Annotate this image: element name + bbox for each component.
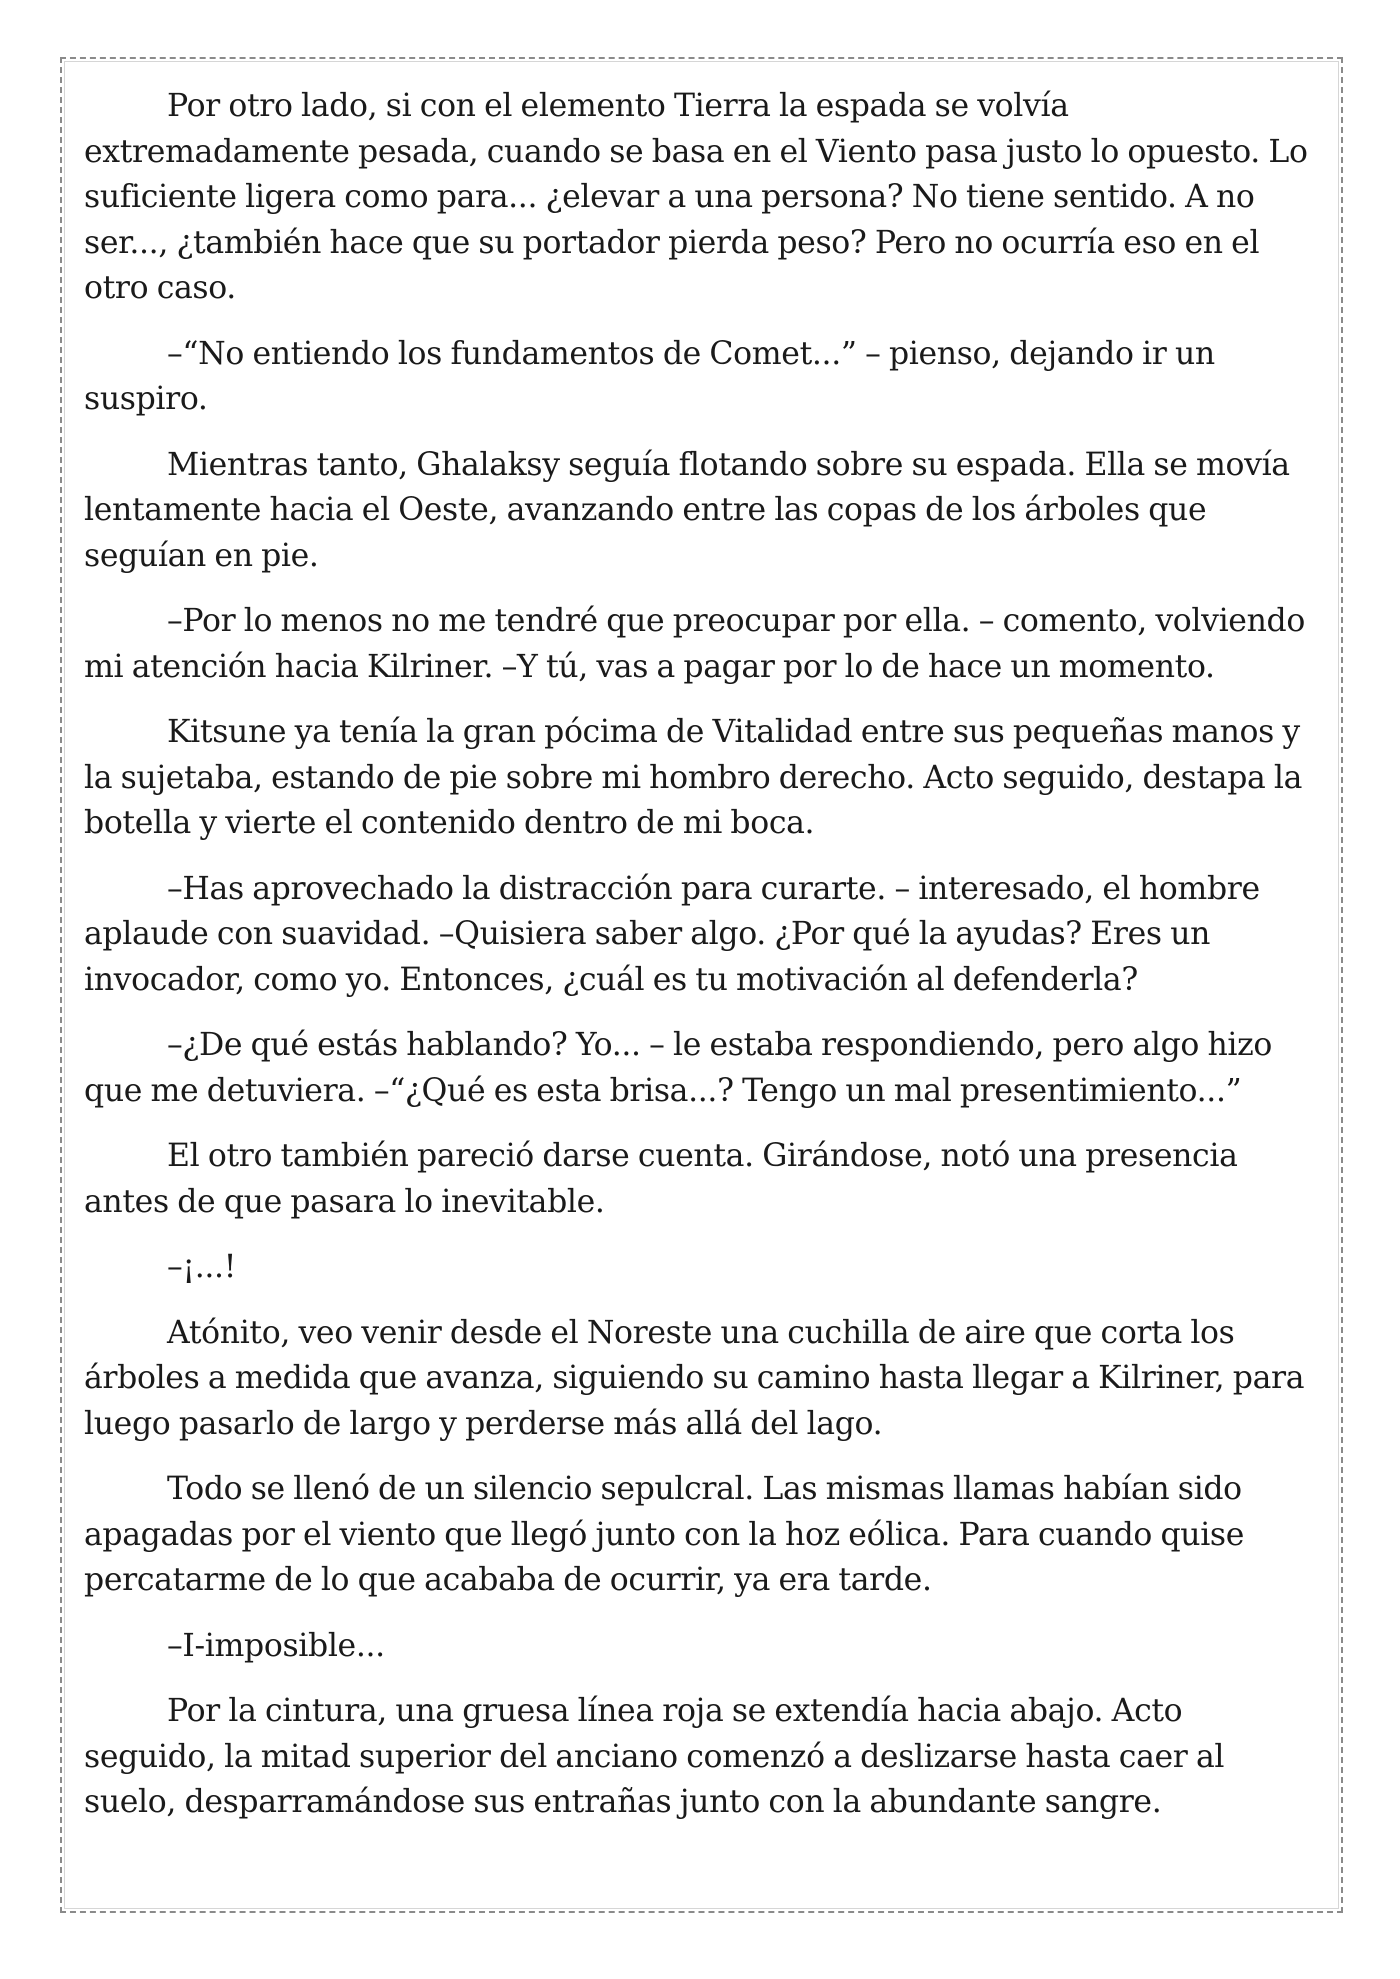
paragraph-8: El otro también pareció darse cuenta. Girándose, notó una presencia antes de que pasara lo inevitable. <box>84 1138 1238 1220</box>
paragraph-11: Todo se llenó de un silencio sepulcral. Las mismas llamas habían sido apagadas por el viento que llegó junto con la hoz eólica. Para cuando quise percatarme de lo que acababa de ocurrir, ya era tarde. <box>84 1471 1245 1598</box>
paragraph-6: –Has aprovechado la distracción para curarte. – interesado, el hombre aplaude con suavidad. –Quisiera saber algo. ¿Por qué la ayudas? Eres un invocador, como yo. Entonces, ¿cuál es tu motivación al defenderla? <box>84 870 1260 998</box>
paragraph-1: Por otro lado, si con el elemento Tierra la espada se volvía extremadamente pesada, cuando se basa en el Viento pasa justo lo opuesto. Lo suficiente ligera como para... ¿elevar a una persona? No tiene sentido. A no ser..., ¿también hace que su portador pierda peso? Pero no ocurría eso en el otro caso. <box>84 88 1308 306</box>
paragraph-13: Por la cintura, una gruesa línea roja se extendía hacia abajo. Acto seguido, la mitad superior del anciano comenzó a deslizarse hasta caer al suelo, desparramándose sus entrañas junto con la abundante sangre. <box>84 1693 1225 1820</box>
paragraph-4: –Por lo menos no me tendré que preocupar por ella. – comento, volviendo mi atención hacia Kilriner. –Y tú, vas a pagar por lo de hace un momento. <box>84 603 1305 685</box>
paragraph-7: –¿De qué estás hablando? Yo... – le estaba respondiendo, pero algo hizo que me detuviera. –“¿Qué es esta brisa...? Tengo un mal presentimiento...” <box>84 1027 1273 1109</box>
paragraph-12: –I-imposible... <box>167 1627 385 1664</box>
paragraph-3: Mientras tanto, Ghalaksy seguía flotando sobre su espada. Ella se movía lentamente hacia el Oeste, avanzando entre las copas de los árboles que seguían en pie. <box>84 446 1290 574</box>
paragraph-2: –“No entiendo los fundamentos de Comet...” – pienso, dejando ir un suspiro. <box>84 335 1215 417</box>
paragraph-10: Atónito, veo venir desde el Noreste una cuchilla de aire que corta los árboles a medida que avanza, siguiendo su camino hasta llegar a Kilriner, para luego pasarlo de largo y perderse más allá del lago. <box>84 1314 1305 1442</box>
paragraph-9: –¡...! <box>167 1249 237 1285</box>
document-text-body <box>84 84 1312 1846</box>
paragraph-5: Kitsune ya tenía la gran pócima de Vitalidad entre sus pequeñas manos y la sujetaba, estando de pie sobre mi hombro derecho. Acto seguido, destapa la botella y vierte el contenido dentro de mi boca. <box>84 714 1303 841</box>
